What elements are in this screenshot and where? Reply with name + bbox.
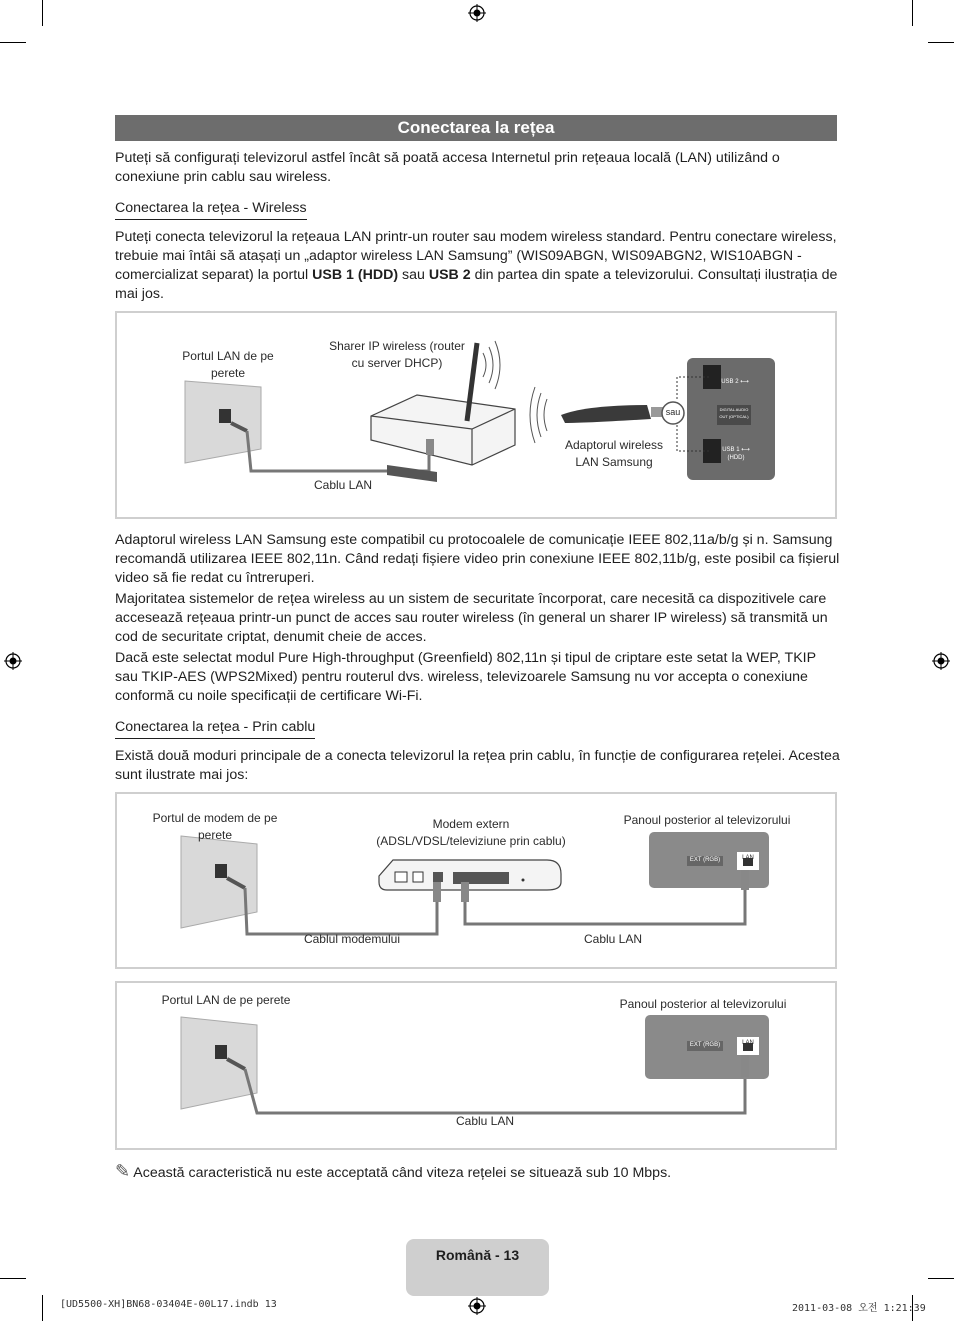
modem-label: Modem extern (ADSL/VDSL/televiziune prin cablu) <box>376 817 566 848</box>
usb1-label: USB 1 ⟷ (HDD) <box>722 447 750 461</box>
modem-wall-port-label: Portul de modem de pe perete <box>152 811 278 842</box>
crop-mark <box>0 1278 26 1279</box>
intro-paragraph: Puteți să configurați televizorul astfel încât să poată accesa Internetul prin rețeaua locală (LAN) utilizând o conexiune prin cablu sau wireless. <box>115 150 780 185</box>
modem-cable-label: Cablul modemului <box>303 932 401 946</box>
registration-mark-icon <box>932 652 950 670</box>
page-number-tab: Română - 13 <box>406 1239 549 1296</box>
adapter-label: Adaptorul wireless LAN Samsung <box>564 438 664 469</box>
crop-mark <box>0 42 26 43</box>
note <box>115 1162 671 1183</box>
page-title: Conectarea la rețea <box>115 115 837 141</box>
cable-label: Cablu LAN <box>313 478 373 492</box>
registration-mark-icon <box>4 652 22 670</box>
wireless-paragraph: Puteți conecta televizorul la rețeaua LAN printr-un router sau modem wireless standard. Pentru conectare wireless, trebuie mai întâi să atașați un „adaptor wireless LAN Samsung” (WIS09ABGN, WIS09ABGN2, WIS10ABGN - comercializat separat) la portul USB 1 (HDD) sau USB 2 din partea din spate a televizorului. Consultați ilustrația de mai jos. <box>115 229 838 302</box>
wired-wall-diagram <box>115 981 837 1150</box>
usb2-label: USB 2 ⟷ <box>721 379 749 385</box>
wireless-diagram <box>115 311 837 519</box>
ext-rgb-label-2: EXT (RGB) <box>689 1042 721 1048</box>
compat-paragraph: Adaptorul wireless LAN Samsung este compatibil cu protocoalele de comunicație IEEE 802,11a/b/g și n. Samsung recomandă utilizarea IEEE 802,11n. Când redați fișiere video prin conexiune IEEE 802,11b/g, este posibil ca fișierul video să fie redat cu întreruperi. <box>115 532 840 586</box>
tv-panel-label: Panoul posterior al televizorului <box>623 813 791 827</box>
note-pencil-icon: ✎ <box>115 1161 131 1181</box>
footer-file-info: [UD5500-XH]BN68-03404E-00L17.indb 13 <box>60 1299 277 1310</box>
or-label: sau <box>665 407 681 417</box>
sharer-label: Sharer IP wireless (router cu server DHCP) <box>329 339 465 370</box>
crop-mark <box>912 0 913 26</box>
ext-rgb-label: EXT (RGB) <box>689 857 721 863</box>
tv-panel-label-2: Panoul posterior al televizorului <box>619 997 787 1011</box>
wall-port-label: Portul LAN de pe perete <box>182 349 274 380</box>
wired-paragraph: Există două moduri principale de a conecta televizorul la rețea prin cablu, în funcție de configurarea rețelei. Acestea sunt ilustrate mai jos: <box>115 748 840 783</box>
wired-modem-diagram <box>115 792 837 969</box>
wall-lan-port-label: Portul LAN de pe perete <box>161 993 291 1007</box>
crop-mark <box>928 1278 954 1279</box>
crop-mark <box>928 42 954 43</box>
lan-port-label: LAN <box>742 855 754 861</box>
crop-mark <box>42 0 43 26</box>
security-paragraph: Majoritatea sistemelor de rețea wireless au un sistem de securitate încorporat, care necesită ca dispozitivele care accesează rețeaua printr-un punct de acces sau router wireless (în general un sharer IP wireless) să transmită un cod de securitate criptat, denumit cheie de acces. <box>115 591 828 645</box>
lan-cable-label-2: Cablu LAN <box>455 1114 515 1128</box>
digital-audio-label: DIGITAL AUDIO OUT (OPTICAL) <box>719 407 749 419</box>
wired-heading: Conectarea la rețea - Prin cablu <box>115 718 315 739</box>
footer-timestamp: 2011-03-08 오전 1:21:39 <box>792 1303 926 1314</box>
registration-mark-icon <box>468 1297 486 1315</box>
lan-port-label-2: LAN <box>742 1040 754 1046</box>
registration-mark-icon <box>468 4 486 22</box>
note-text: Această caracteristică nu este acceptată când viteza rețelei se situează sub 10 Mbps. <box>133 1165 672 1181</box>
greenfield-paragraph: Dacă este selectat modul Pure High-throughput (Greenfield) 802,11n și tipul de criptare este setat la WEP, TKIP sau TKIP-AES (WPS2Mixed) pentru routerul dvs. wireless, televizoarele Samsung nu vor accepta o conexiune conformă cu noile specificații de certificare Wi-Fi. <box>115 650 816 704</box>
crop-mark <box>42 1295 43 1321</box>
lan-cable-label: Cablu LAN <box>583 932 643 946</box>
wireless-heading: Conectarea la rețea - Wireless <box>115 199 307 220</box>
